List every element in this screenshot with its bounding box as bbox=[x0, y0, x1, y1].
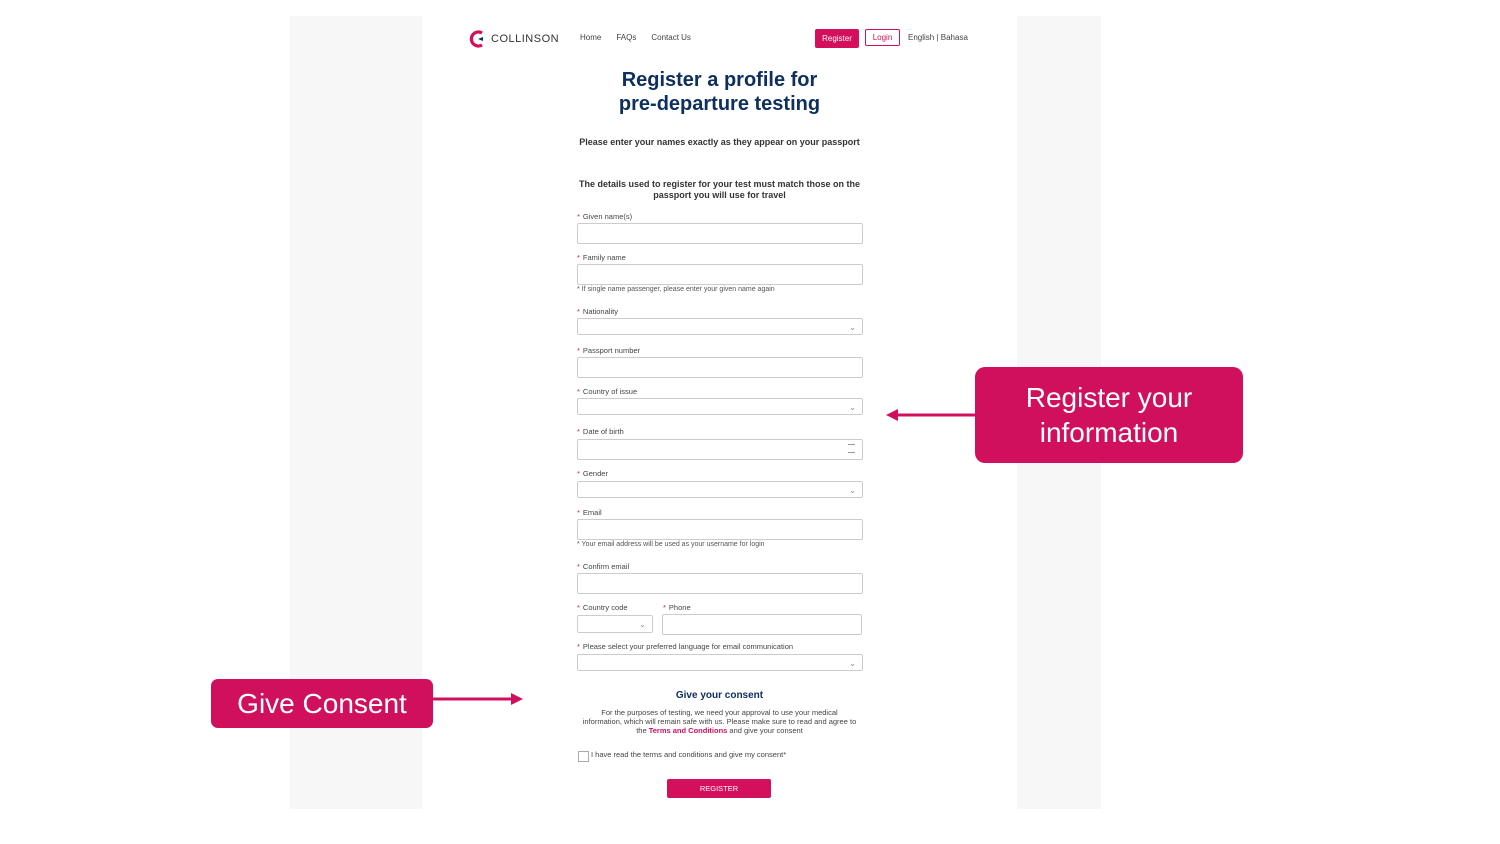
nationality-label: * Nationality bbox=[577, 307, 618, 316]
header-register-button[interactable]: Register bbox=[815, 29, 859, 48]
calendar-icon[interactable] bbox=[848, 444, 855, 453]
family-name-label: * Family name bbox=[577, 253, 626, 262]
collinson-logo-icon bbox=[469, 30, 487, 48]
consent-text: For the purposes of testing, we need your approval to use your medical information, which will remain safe with us. Please make sure to read and agree to the Terms and Conditions and give your consent bbox=[582, 708, 857, 735]
give-consent-callout: Give Consent bbox=[211, 679, 433, 728]
email-label: * Email bbox=[577, 508, 602, 517]
intro-names-note: Please enter your names exactly as they appear on your passport bbox=[579, 137, 860, 147]
gender-select[interactable] bbox=[577, 481, 863, 498]
page-title-line1: Register a profile for bbox=[621, 69, 818, 91]
date-of-birth-input[interactable] bbox=[577, 439, 863, 460]
register-submit-button[interactable]: REGISTER bbox=[667, 779, 771, 798]
page-title-line2: pre-departure testing bbox=[618, 93, 821, 115]
gender-label: * Gender bbox=[577, 469, 608, 478]
chevron-down-icon: ⌄ bbox=[849, 403, 856, 412]
chevron-down-icon: ⌄ bbox=[849, 323, 856, 332]
confirm-email-label: * Confirm email bbox=[577, 562, 630, 571]
register-info-callout: Register your information bbox=[975, 367, 1243, 463]
consent-checkbox-label[interactable]: I have read the terms and conditions and give my consent* bbox=[591, 750, 787, 759]
country-of-issue-label: * Country of issue bbox=[577, 387, 638, 396]
country-code-select[interactable] bbox=[577, 615, 653, 633]
phone-input[interactable] bbox=[662, 614, 862, 635]
nav-contact-link[interactable]: Contact Us bbox=[651, 33, 691, 42]
preferred-language-label: * Please select your preferred language for email communication bbox=[577, 642, 794, 651]
top-nav bbox=[580, 33, 691, 42]
page-title bbox=[422, 68, 1017, 116]
confirm-email-input[interactable] bbox=[577, 573, 863, 594]
preferred-language-select[interactable] bbox=[577, 654, 863, 671]
given-name-input[interactable] bbox=[577, 223, 863, 244]
chevron-down-icon: ⌄ bbox=[849, 486, 856, 495]
intro-passport-note: The details used to register for your test must match those on the passport you will use for travel bbox=[578, 179, 861, 200]
nav-faqs-link[interactable]: FAQs bbox=[616, 33, 637, 42]
terms-link[interactable]: Terms and Conditions bbox=[648, 726, 728, 735]
family-name-hint: * If single name passenger, please enter your given name again bbox=[577, 286, 775, 293]
logo-text: COLLINSON bbox=[491, 33, 560, 45]
give-consent-arrow-icon bbox=[433, 691, 525, 707]
language-switcher[interactable]: English | Bahasa bbox=[908, 33, 968, 42]
passport-number-label: * Passport number bbox=[577, 346, 641, 355]
consent-checkbox[interactable] bbox=[578, 751, 589, 762]
header-login-button[interactable]: Login bbox=[865, 29, 900, 46]
family-name-input[interactable] bbox=[577, 264, 863, 285]
email-hint: * Your email address will be used as your username for login bbox=[577, 541, 765, 548]
country-code-label: * Country code bbox=[577, 603, 628, 612]
consent-title: Give your consent bbox=[675, 690, 764, 701]
email-input[interactable] bbox=[577, 519, 863, 540]
nationality-select[interactable] bbox=[577, 318, 863, 335]
nav-home-link[interactable]: Home bbox=[580, 33, 602, 42]
chevron-down-icon: ⌄ bbox=[639, 620, 646, 629]
phone-label: * Phone bbox=[663, 603, 691, 612]
country-of-issue-select[interactable] bbox=[577, 398, 863, 415]
date-of-birth-label: * Date of birth bbox=[577, 427, 624, 436]
given-name-label: * Given name(s) bbox=[577, 212, 633, 221]
collinson-logo[interactable] bbox=[469, 30, 559, 48]
passport-number-input[interactable] bbox=[577, 357, 863, 378]
register-info-arrow-icon bbox=[884, 407, 976, 423]
chevron-down-icon: ⌄ bbox=[849, 659, 856, 668]
